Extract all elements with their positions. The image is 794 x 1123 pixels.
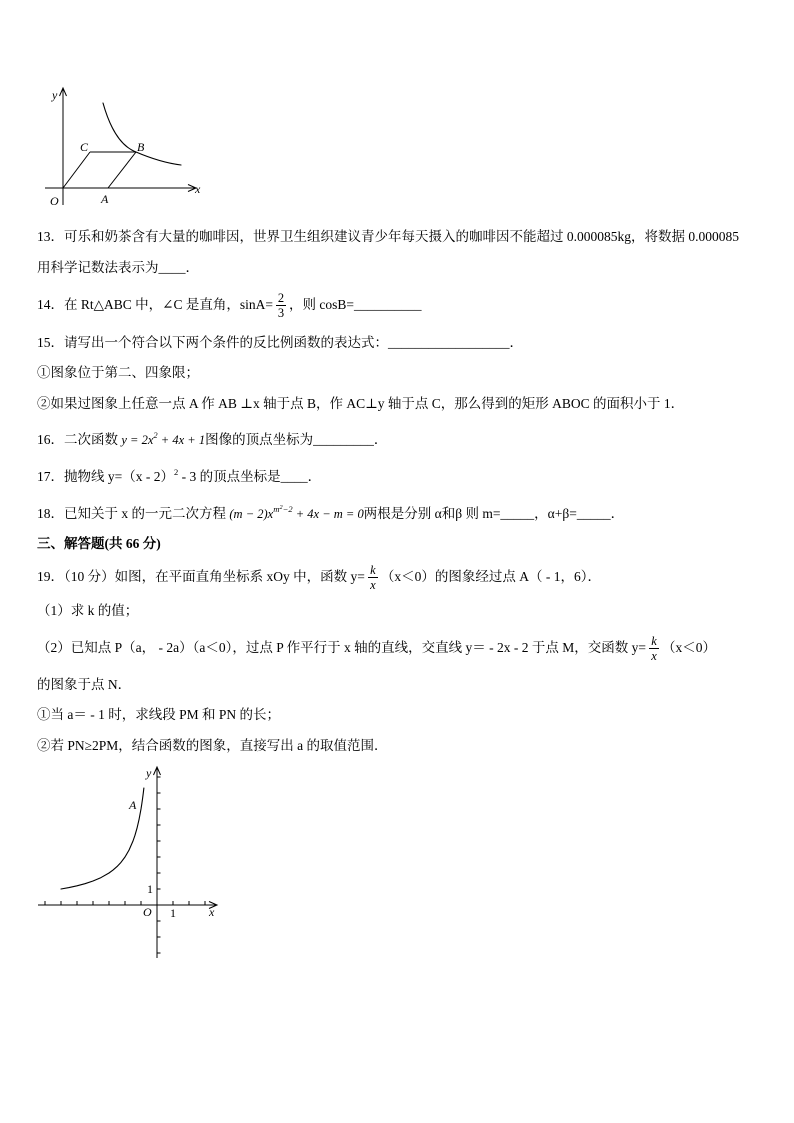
exponent-tail: −2 (282, 504, 293, 514)
question-14 (37, 287, 782, 323)
label-point-C: C (80, 140, 89, 154)
question-19-part-1: （1）求 k 的值； (37, 603, 139, 618)
formula-exponent: 2 (153, 430, 158, 440)
question-19-part-2-after: （x＜0） (661, 640, 716, 655)
question-19-part-2 (37, 630, 782, 666)
label-y-axis: y (52, 88, 58, 102)
question-18-text-before: 18．已知关于 x 的一元二次方程 (37, 506, 230, 521)
exponent-power: 2 (279, 504, 283, 511)
label-point-A: A (101, 192, 109, 206)
section-3-heading: 三、解答题(共 66 分) (37, 536, 161, 551)
label-x-axis: x (195, 182, 201, 196)
label-x-axis: x (209, 905, 215, 919)
formula-rest: + 4x + 1 (157, 433, 206, 447)
label-y-axis: y (146, 766, 152, 780)
question-19-part-2-before: （2）已知点 P（a， - 2a）（a＜0），过点 P 作平行于 x 轴的直线，交直线 y＝ - 2x - 2 于点 M，交函数 y= (37, 640, 646, 655)
fraction-numerator: k (649, 634, 659, 649)
question-13-line-1: 13．可乐和奶茶含有大量的咖啡因，世界卫生组织建议青少年每天摄入的咖啡因不能超过 0.000085kg，将数据 0.000085 (37, 229, 739, 244)
question-17 (37, 462, 782, 492)
label-point-A: A (129, 798, 137, 812)
y-axis-ticks (157, 777, 161, 953)
fraction-denominator: x (651, 649, 657, 664)
equation-exponent (273, 504, 292, 514)
question-19-intro (37, 559, 782, 595)
label-point-B: B (137, 140, 145, 154)
figure-1-parallelogram-hyperbola (0, 84, 210, 214)
hyperbola-curve (103, 103, 181, 165)
question-19-sub-1: ①当 a＝ - 1 时，求线段 PM 和 PN 的长； (37, 707, 281, 722)
label-origin: O (50, 194, 59, 208)
fraction-denominator: x (370, 578, 376, 593)
fraction-k-over-x (368, 563, 378, 592)
equation-lhs: (m − 2)x (229, 507, 274, 521)
question-14-text-before: 14．在 Rt△ABC 中，∠C 是直角，sinA= (37, 297, 273, 312)
x-axis-ticks (45, 901, 205, 905)
question-16-text-after: 图像的顶点坐标为_________． (205, 432, 388, 447)
question-16-formula (121, 430, 206, 447)
question-14-text-after: ，则 cosB=__________ (288, 297, 422, 312)
question-17-text-after: - 3 的顶点坐标是____． (178, 469, 322, 484)
label-origin: O (143, 905, 152, 919)
question-15-stem: 15．请写出一个符合以下两个条件的反比例函数的表达式：__________________． (37, 335, 523, 350)
question-15-condition-1: ①图象位于第二、四象限； (37, 365, 199, 380)
formula-lhs: y = 2x (121, 433, 154, 447)
fraction-k-over-x (649, 634, 659, 663)
exponent-base: m (273, 504, 280, 514)
question-15-condition-2: ②如果过图象上任意一点 A 作 AB ⊥x 轴于点 B，作 AC⊥y 轴于点 C，那么得到的矩形 ABOC 的面积小于 1． (37, 396, 685, 411)
fraction-sinA (276, 291, 286, 320)
segment-BA (108, 152, 136, 188)
question-18 (37, 499, 782, 529)
top-margin (0, 0, 794, 84)
question-17-text-before: 17．抛物线 y=（x - 2） (37, 469, 174, 484)
fraction-numerator: 2 (277, 291, 285, 306)
question-16-text-before: 16．二次函数 (37, 432, 122, 447)
figure-2-inverse-function-graph (0, 763, 230, 963)
question-18-equation (229, 504, 364, 521)
question-13-line-2: 用科学记数法表示为____． (37, 260, 199, 275)
equation-rest: + 4x − m = 0 (292, 507, 364, 521)
question-17-exponent: 2 (173, 467, 179, 477)
label-x-unit: 1 (170, 906, 176, 920)
question-16 (37, 425, 782, 455)
question-19-sub-2: ②若 PN≥2PM，结合函数的图象，直接写出 a 的取值范围． (37, 738, 388, 753)
question-18-text-after: 两根是分别 α和β 则 m=_____，α+β=_____． (363, 506, 625, 521)
segment-OC (63, 152, 90, 188)
label-y-unit: 1 (147, 882, 153, 896)
question-19-part-2-continued: 的图象于点 N． (37, 677, 132, 692)
fraction-numerator: k (368, 563, 378, 578)
fraction-denominator: 3 (277, 306, 285, 321)
question-19-intro-after: （x＜0）的图象经过点 A（ - 1，6）． (380, 569, 601, 584)
question-19-intro-before: 19．（10 分）如图，在平面直角坐标系 xOy 中，函数 y= (37, 569, 365, 584)
